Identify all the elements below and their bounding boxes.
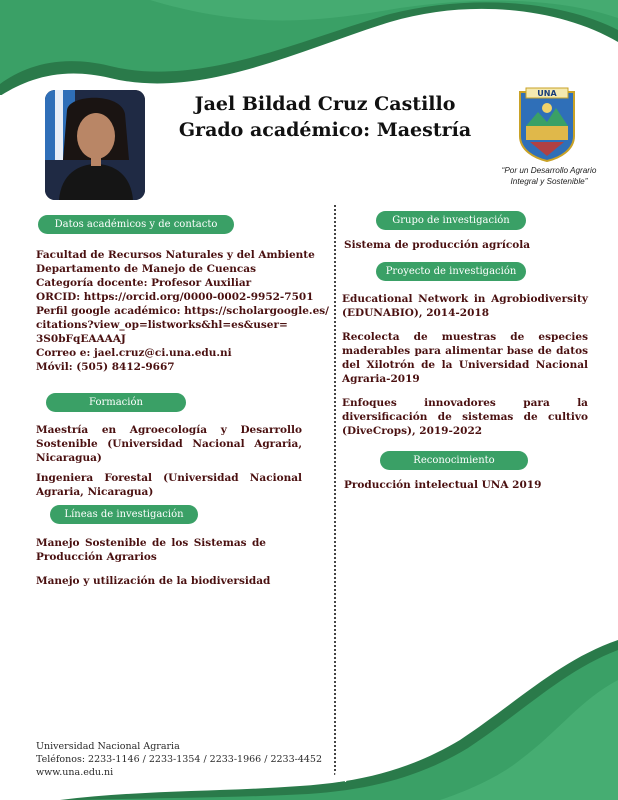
reconocimiento-item: Producción intelectual UNA 2019 [344, 479, 542, 491]
grupo-section-header: Grupo de investigación [376, 211, 526, 230]
footer-university: Universidad Nacional Agraria [36, 741, 180, 752]
footer-phones: Teléfonos: 2233-1146 / 2233-1354 / 2233-1966 / 2233-4452 [36, 754, 323, 765]
scholar-line: 3S0bFqEAAAAJ [36, 333, 126, 345]
page-number: 137 [325, 771, 351, 785]
lineas-section-header: Líneas de investigación [50, 505, 198, 524]
university-seal-logo [516, 86, 578, 162]
contact-section-header: Datos académicos y de contacto [38, 215, 234, 234]
phone-line: Móvil: (505) 8412-9667 [36, 361, 175, 373]
contact-details [36, 248, 330, 374]
orcid-line: ORCID: https://orcid.org/0000-0002-9952-7501 [36, 291, 314, 303]
footer-website: www.una.edu.ni [36, 767, 114, 778]
contact-line: Categoría docente: Profesor Auxiliar [36, 277, 252, 289]
linea-item: Manejo y utilización de la biodiversidad [36, 575, 271, 587]
column-divider [334, 205, 336, 775]
proyecto-item: Enfoques innovadores para la diversificación de sistemas de cultivo (DiveCrops), 2019-2022 [342, 397, 588, 437]
logo-text: UNA [537, 89, 557, 98]
header-wave-decoration [0, 0, 618, 95]
formacion-item: Ingeniera Forestal (Universidad Nacional Agraria, Nicaragua) [36, 472, 302, 498]
proyecto-item: Recolecta de muestras de especies maderables para alimentar base de datos del Xilotrón de la Universidad Nacional Agraria-2019 [342, 331, 588, 385]
footer-contact [36, 740, 322, 779]
email-line: Correo e: jael.cruz@ci.una.edu.ni [36, 347, 232, 359]
person-name: Jael Bildad Cruz Castillo [194, 93, 456, 115]
reconocimiento-section-header: Reconocimiento [380, 451, 528, 470]
profile-photo-image [45, 90, 145, 200]
motto-line-1: “Por un Desarrollo Agrario [501, 166, 597, 175]
academic-degree: Grado académico: Maestría [178, 119, 472, 141]
scholar-line: Perfil google académico: https://scholargoogle.es/ [36, 305, 330, 317]
formacion-section-header: Formación [46, 393, 186, 412]
proyecto-item: Educational Network in Agrobiodiversity (EDUNABIO), 2014-2018 [342, 293, 588, 319]
motto-line-2: Integral y Sostenible” [510, 177, 588, 186]
contact-line: Departamento de Manejo de Cuencas [36, 263, 257, 275]
scholar-line: citations?view_op=listworks&hl=es&user= [36, 319, 288, 331]
grupo-item: Sistema de producción agrícola [344, 239, 531, 251]
profile-photo [45, 90, 145, 200]
motto [488, 165, 610, 187]
proyecto-section-header: Proyecto de investigación [376, 262, 526, 281]
contact-line: Facultad de Recursos Naturales y del Ambiente [36, 249, 315, 261]
formacion-item: Maestría en Agroecología y Desarrollo Sostenible (Universidad Nacional Agraria, Nicaragua) [36, 424, 302, 464]
linea-item: Manejo Sostenible de los Sistemas de Producción Agrarios [36, 537, 266, 563]
